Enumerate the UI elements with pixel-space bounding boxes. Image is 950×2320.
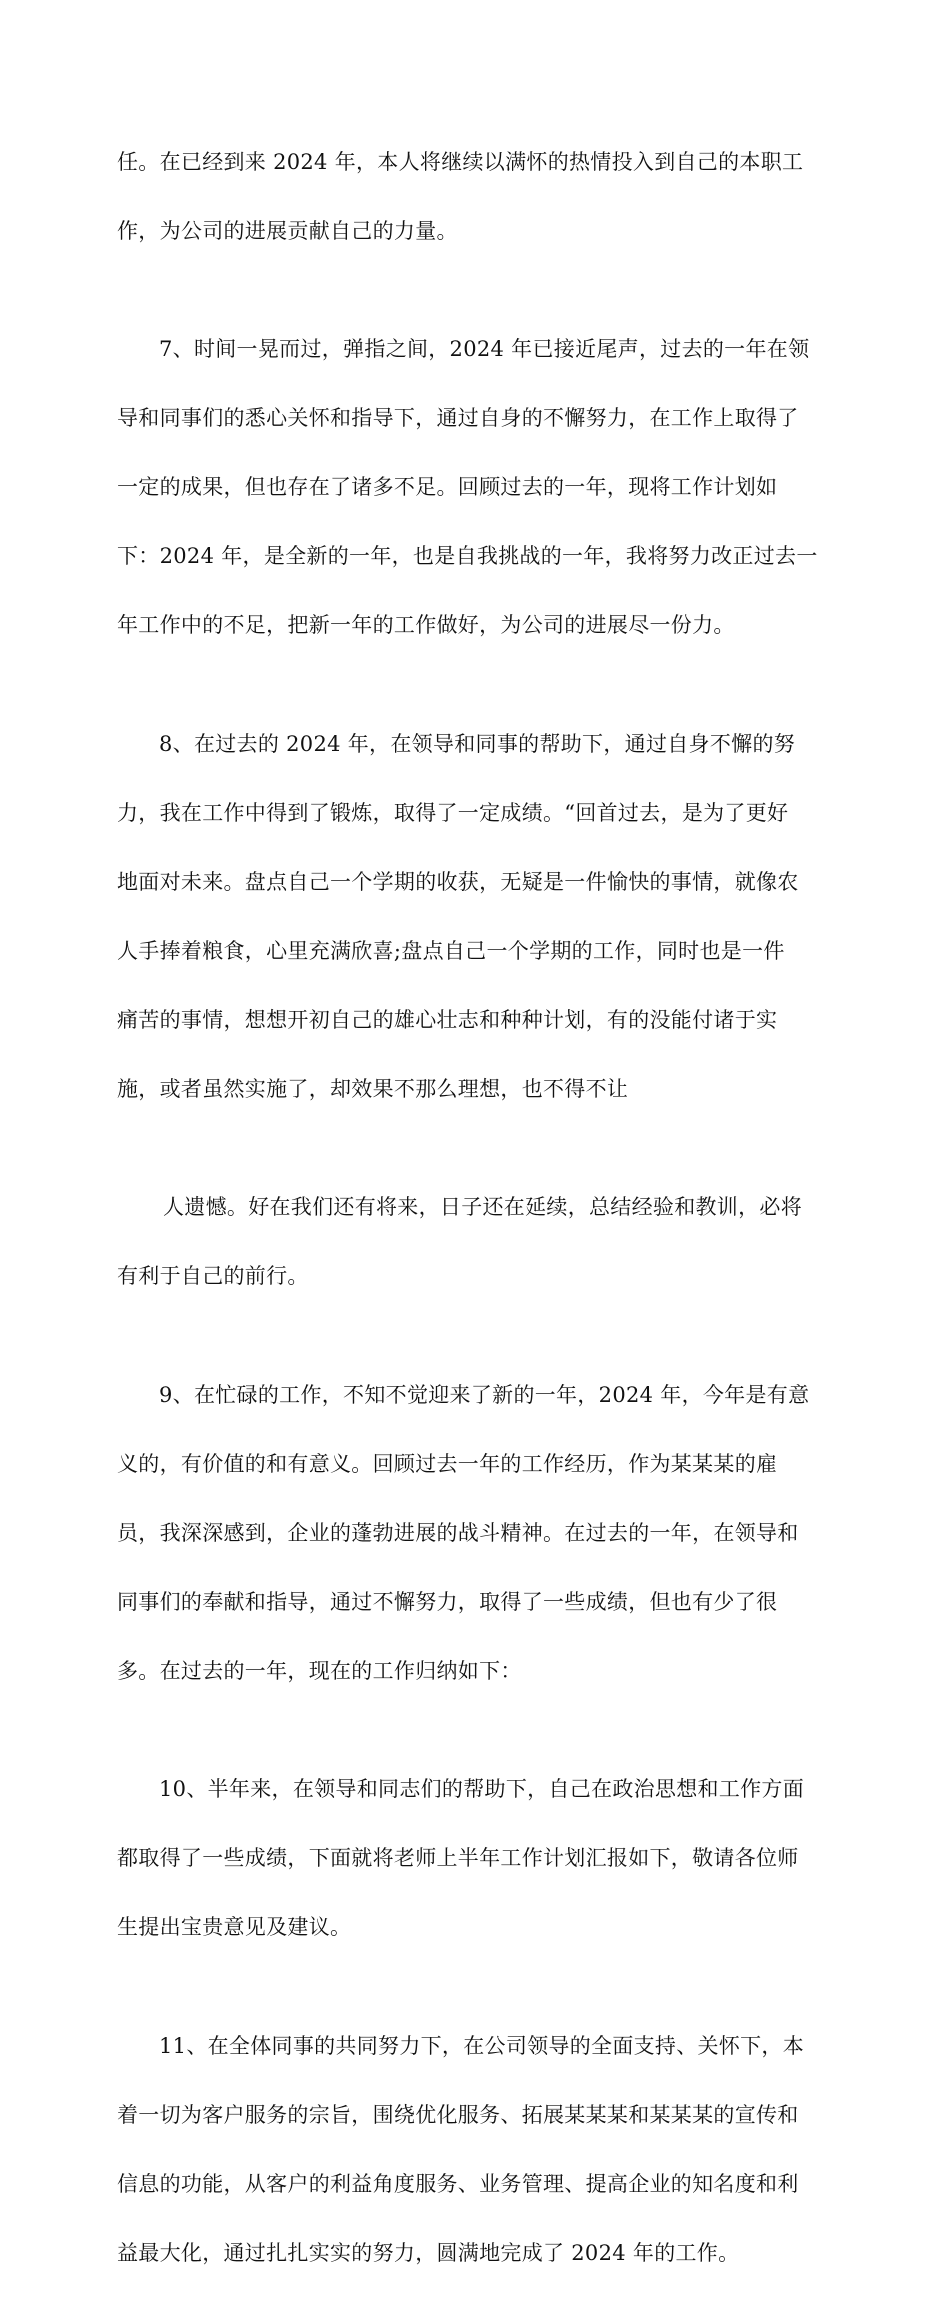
text-line: 导和同事们的悉心关怀和指导下，通过自身的不懈努力，在工作上取得了 [117,406,799,430]
text-line: 员，我深深感到，企业的蓬勃进展的战斗精神。在过去的一年，在领导和 [117,1520,799,1545]
text-line: 地面对未来。盘点自己一个学期的收获，无疑是一件愉快的事情，就像农 [117,869,799,894]
text-line: 痛苦的事情，想想开初自己的雄心壮志和种种计划，有的没能付诸于实 [117,1007,778,1032]
text-line: 义的，有价值的和有意义。回顾过去一年的工作经历，作为某某某的雇 [117,1451,778,1476]
paragraph-intro [117,110,833,283]
text-line: 益最大化，通过扎扎实实的努力，圆满地完成了 2024 年的工作。 [117,2240,740,2265]
paragraph-8-continued [117,1156,833,1329]
text-line: 作，为公司的进展贡献自己的力量。 [117,218,458,243]
text-line: 9、在忙碌的工作，不知不觉迎来了新的一年，2024 年，今年是有意 [159,1382,810,1407]
text-line: 生提出宝贵意见及建议。 [117,1915,352,1939]
text-line: 都取得了一些成绩，下面就将老师上半年工作计划汇报如下，敬请各位师 [117,1846,799,1870]
text-line: 一定的成果，但也存在了诸多不足。回顾过去的一年，现将工作计划如 [117,475,778,499]
text-line: 7、时间一晃而过，弹指之间，2024 年已接近尾声，过去的一年在领 [159,337,810,361]
text-line: 人遗憾。好在我们还有将来，日子还在延续，总结经验和教训，必将 [163,1195,802,1219]
paragraph-11 [117,1994,833,2305]
text-line: 力，我在工作中得到了锻炼，取得了一定成绩。“回首过去，是为了更好 [117,800,789,825]
paragraph-9 [117,1343,833,1723]
text-line: 有利于自己的前行。 [117,1264,309,1288]
text-line: 下：2024 年，是全新的一年，也是自我挑战的一年，我将努力改正过去一 [117,544,818,568]
paragraph-7 [117,298,833,678]
text-line: 11、在全体同事的共同努力下，在公司领导的全面支持、关怀下，本 [159,2033,805,2058]
paragraph-8 [117,692,833,1141]
text-line: 8、在过去的 2024 年，在领导和同事的帮助下，通过自身不懈的努 [159,731,796,756]
text-line: 信息的功能，从客户的利益角度服务、业务管理、提高企业的知名度和利 [117,2171,799,2196]
text-line: 着一切为客户服务的宗旨，围绕优化服务、拓展某某某和某某某的宣传和 [117,2102,799,2127]
text-line: 同事们的奉献和指导，通过不懈努力，取得了一些成绩，但也有少了很 [117,1589,778,1614]
document-body [117,110,833,2320]
text-line: 多。在过去的一年，现在的工作归纳如下： [117,1658,522,1683]
text-line: 施，或者虽然实施了，却效果不那么理想，也不得不让 [117,1076,629,1101]
text-line: 10、半年来，在领导和同志们的帮助下，自己在政治思想和工作方面 [159,1777,805,1801]
text-line: 任。在已经到来 2024 年，本人将继续以满怀的热情投入到自己的本职工 [117,149,804,174]
text-line: 人手捧着粮食，心里充满欣喜;盘点自己一个学期的工作，同时也是一件 [117,938,785,963]
text-line: 年工作中的不足，把新一年的工作做好，为公司的进展尽一份力。 [117,613,735,637]
paragraph-10 [117,1738,833,1980]
